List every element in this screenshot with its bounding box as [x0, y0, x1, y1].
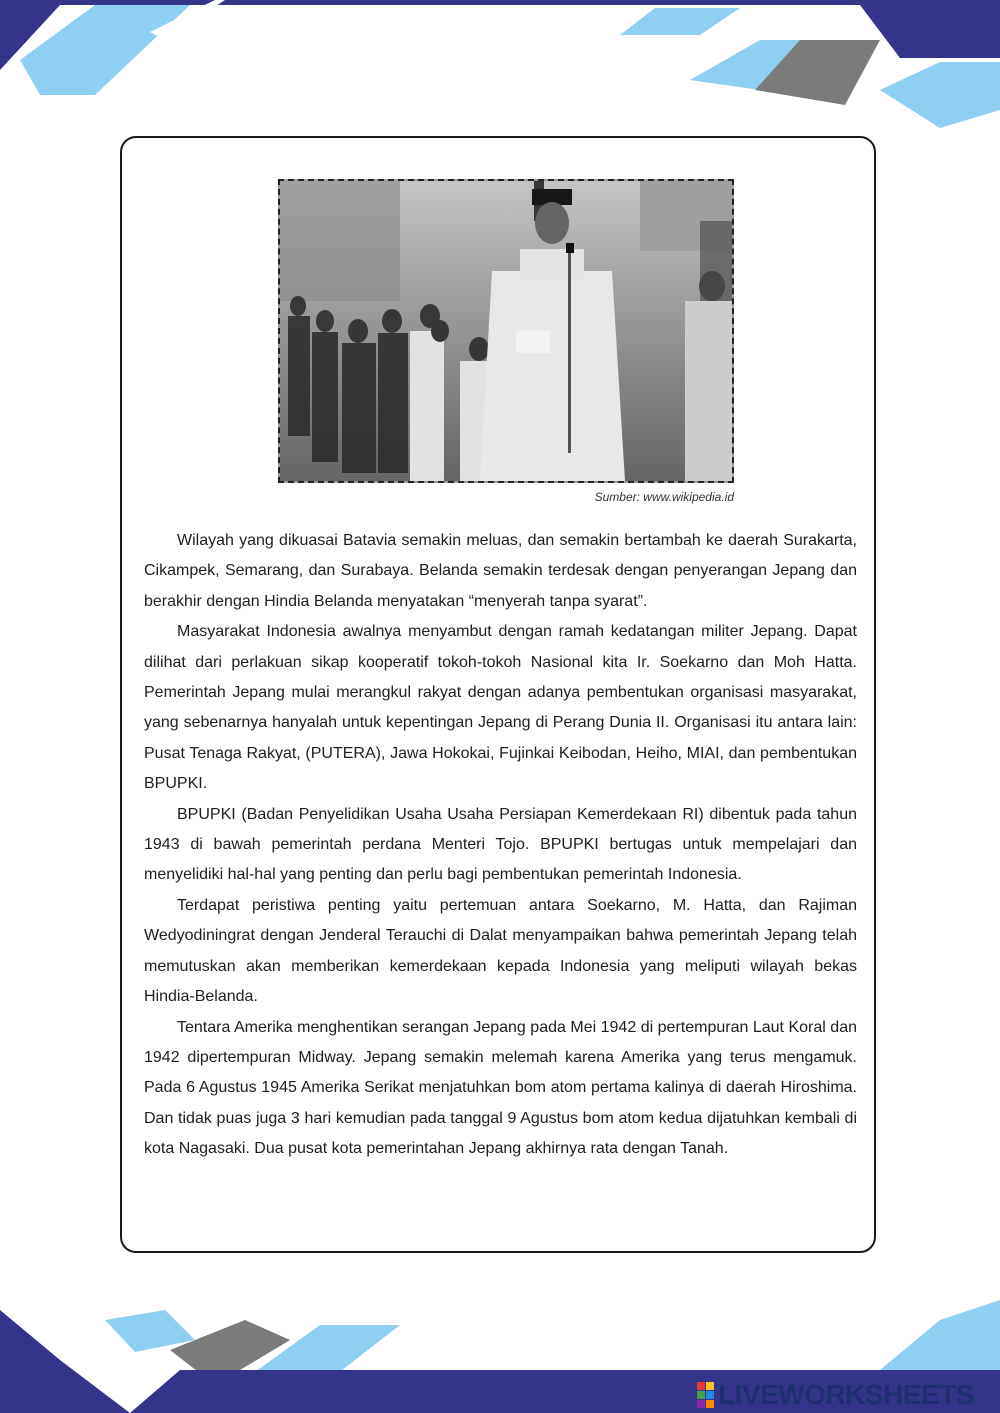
logo-square — [706, 1400, 714, 1408]
historical-photo — [278, 179, 734, 483]
bottom-right-blue-shard — [880, 1300, 1000, 1370]
paragraph: BPUPKI (Badan Penyelidikan Usaha Usaha Persiapan Kemerdekaan RI) dibentuk pada tahun 1943 di bawah pemerintah perdana Menteri Tojo. BPUPKI bertugas untuk mempelajari dan menyelidiki hal-hal yang penting dan perlu bagi pembentukan pemerintah Indonesia. — [144, 805, 857, 884]
liveworksheets-logo[interactable] — [697, 1378, 974, 1412]
paragraph: Tentara Amerika menghentikan serangan Jepang pada Mei 1942 di pertempuran Laut Koral dan 1942 dipertempuran Midway. Jepang semakin melemah karena Amerika yang terus mengamuk. Pada 6 Agustus 1945 Amerika Serikat menjatuhkan bom atom pertama kalinya di daerah Hiroshima. Dan tidak puas juga 3 hari kemudian pada tanggal 9 Agustus bom atom kedua dijatuhkan kembali di kota Nagasaki. Dua pusat kota pemerintahan Jepang akhirnya rata dengan Tanah. — [144, 1018, 857, 1158]
proclamation-photo — [280, 181, 732, 481]
paragraph: Terdapat peristiwa penting yaitu pertemuan antara Soekarno, M. Hatta, dan Rajiman Wedyodiningrat dengan Jenderal Terauchi di Dalat menyampaikan bahwa pemerintah Jepang telah memutuskan akan memberikan kemerdekaan kepada Indonesia yang meliputi wilayah bekas Hindia-Belanda. — [144, 896, 857, 1006]
top-decoration — [0, 0, 1000, 140]
logo-mark-icon — [697, 1382, 714, 1408]
logo-square — [697, 1400, 705, 1408]
logo-text: LIVEWORKSHEETS — [718, 1379, 974, 1410]
logo-square — [706, 1382, 714, 1390]
paragraph: Masyarakat Indonesia awalnya menyambut dengan ramah kedatangan militer Jepang. Dapat dilihat dari perlakuan sikap kooperatif tokoh-tokoh Nasional kita Ir. Soekarno dan Moh Hatta. Pemerintah Jepang mulai merangkul rakyat dengan adanya pembentukan organisasi masyarakat, yang sebenarnya hanyalah untuk kepentingan Jepang di Perang Dunia II. Organisasi itu antara lain: Pusat Tenaga Rakyat, (PUTERA), Jawa Hokokai, Fujinkai Keibodan, Heiho, MIAI, dan pembentukan BPUPKI. — [144, 623, 857, 793]
body-text — [144, 526, 857, 1165]
photo-caption: Sumber: www.wikipedia.id — [594, 490, 734, 504]
top-right-blue-corner — [880, 62, 1000, 128]
top-blue-shard — [620, 8, 740, 35]
logo-square — [697, 1391, 705, 1399]
logo-square — [706, 1391, 714, 1399]
content-card — [120, 136, 876, 1253]
paragraph: Wilayah yang dikuasai Batavia semakin meluas, dan semakin bertambah ke daerah Surakarta, Cikampek, Semarang, dan Surabaya. Belanda semakin terdesak dengan penyerangan Jepang dan berakhir dengan Hindia Belanda menyatakan “menyerah tanpa syarat”. — [144, 532, 857, 610]
logo-square — [697, 1382, 705, 1390]
